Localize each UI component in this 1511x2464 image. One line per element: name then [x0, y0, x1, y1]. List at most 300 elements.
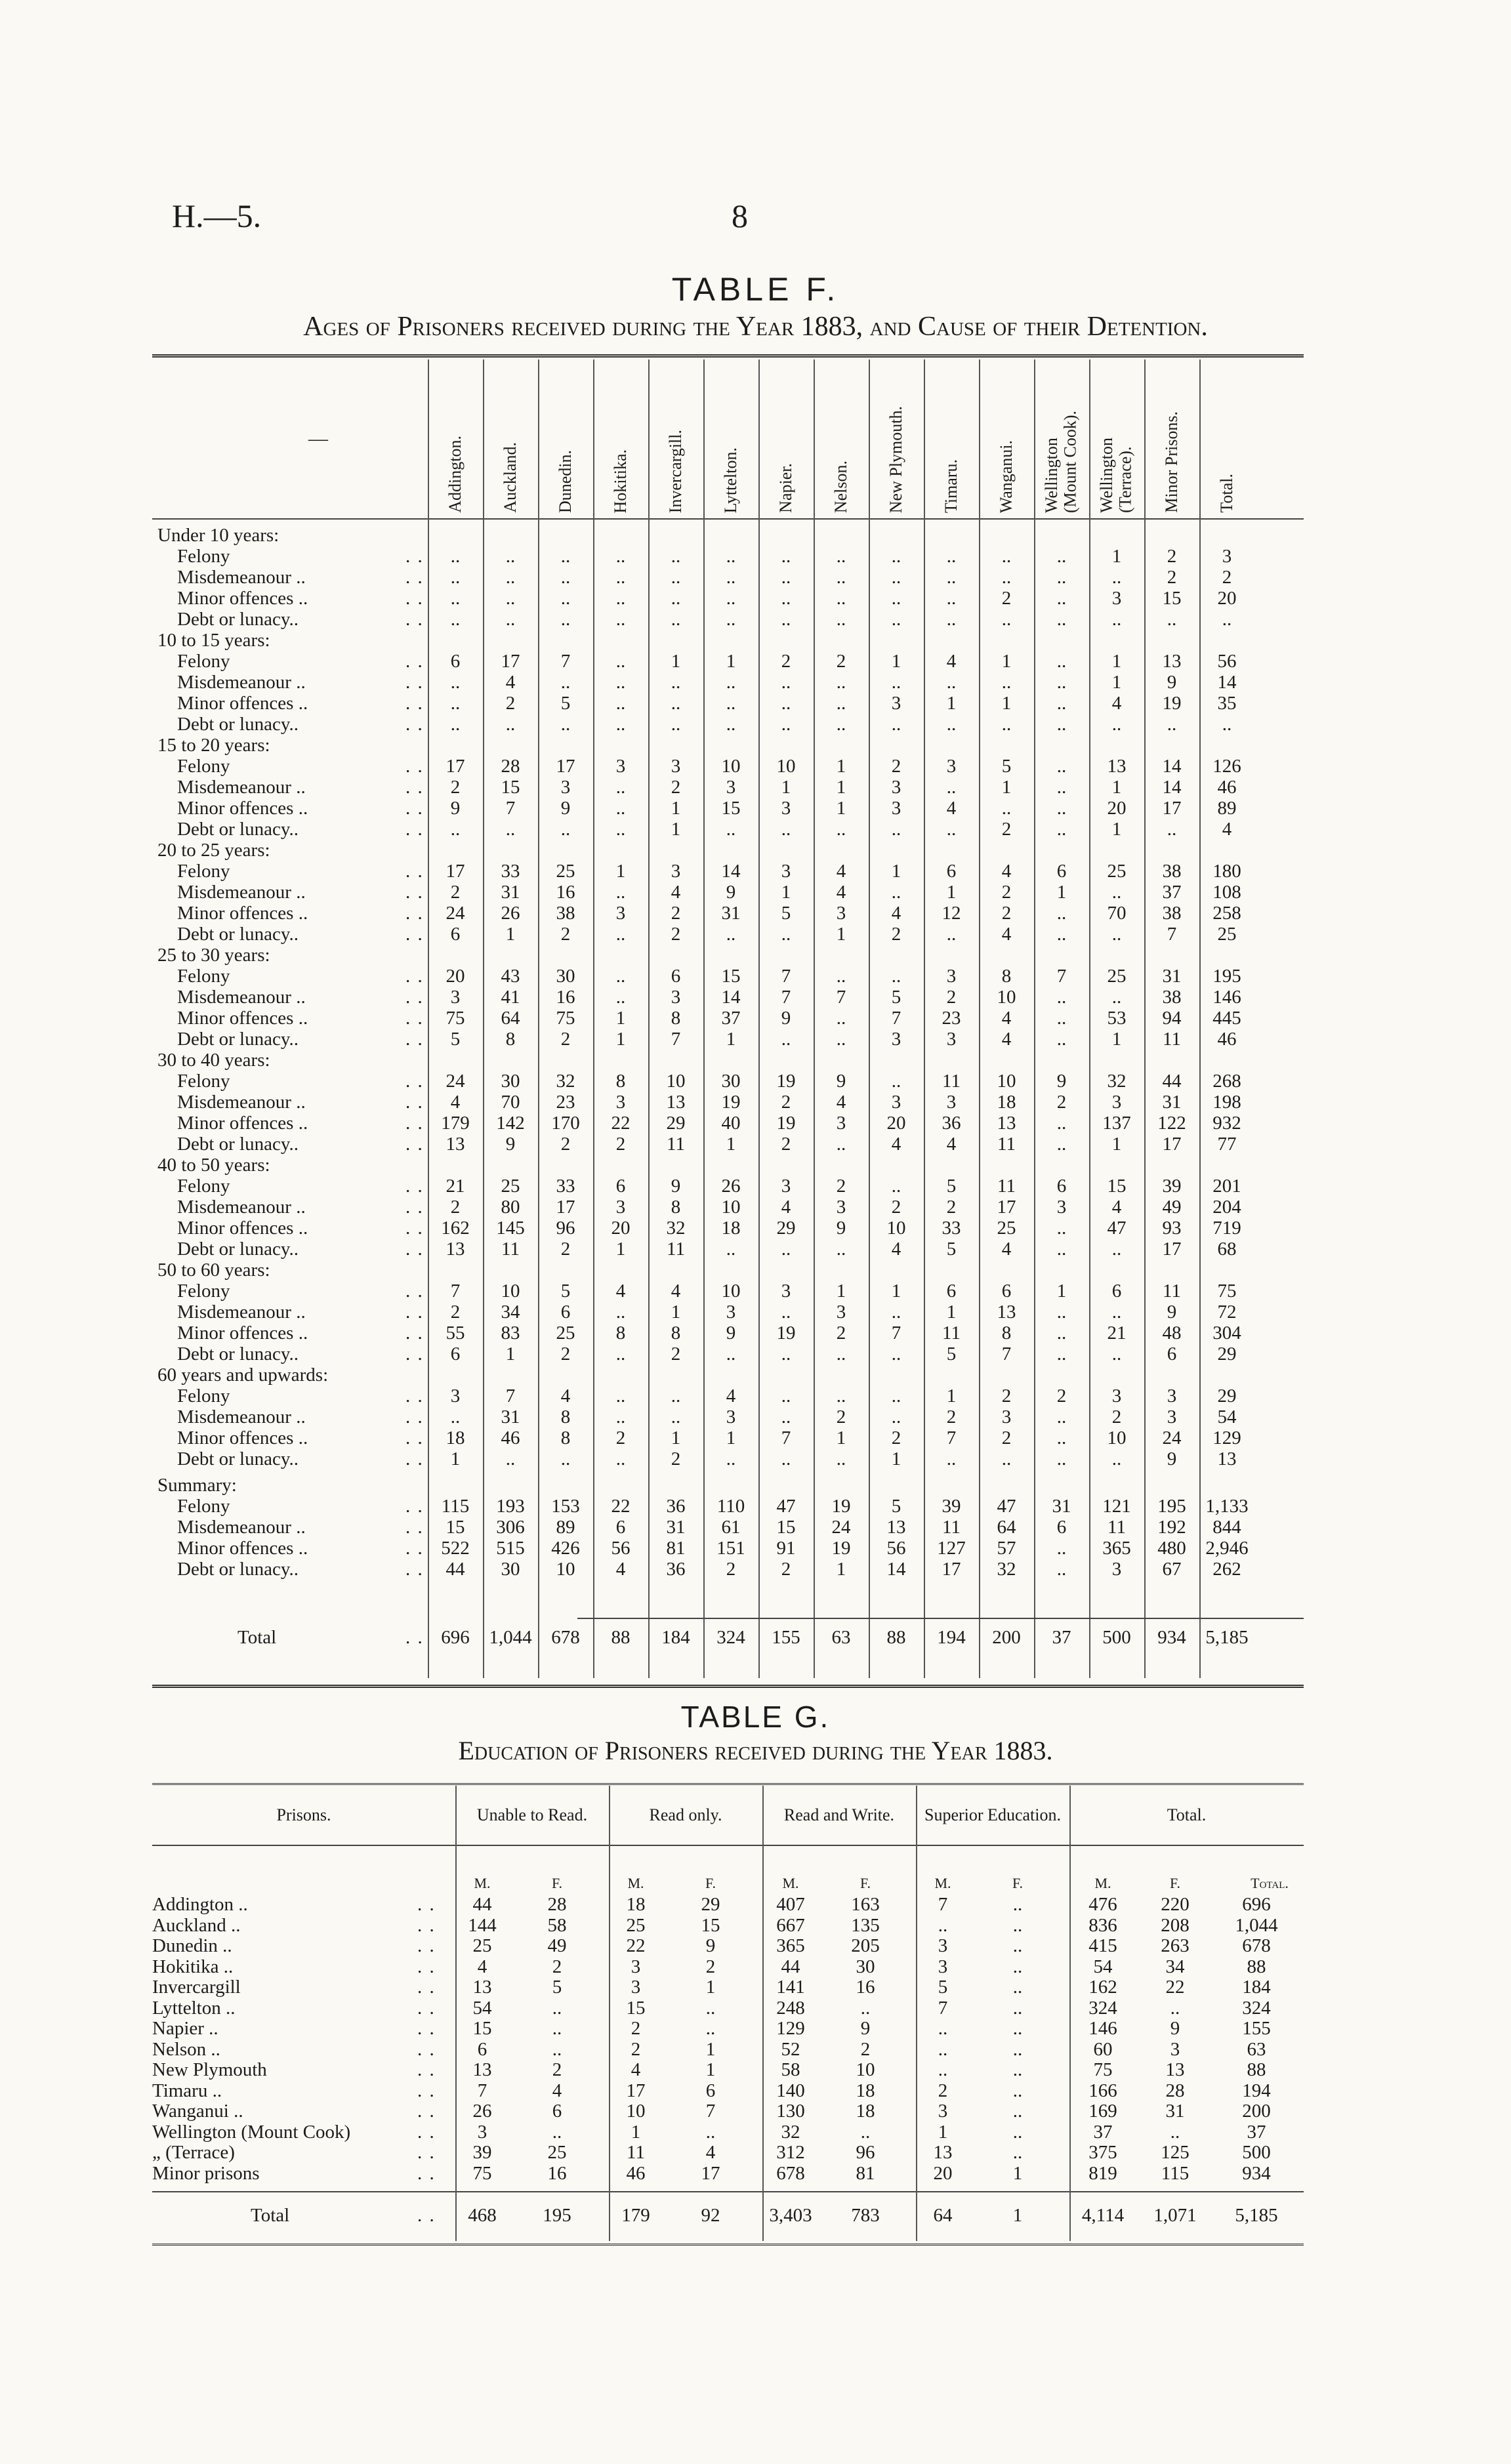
- table-cell: 2: [938, 2080, 948, 2101]
- table-cell: 25: [501, 1176, 520, 1197]
- table-cell: 75: [445, 1008, 465, 1029]
- table-row: [157, 588, 1302, 609]
- row-label: Felony: [177, 966, 230, 987]
- table-cell: 1: [1056, 1281, 1067, 1302]
- table-cell: 38: [1162, 903, 1182, 924]
- table-cell: ..: [891, 1176, 901, 1197]
- column-header: [1089, 361, 1144, 513]
- table-cell: ..: [836, 609, 846, 630]
- table-cell: 7: [938, 1997, 948, 2019]
- row-dots: . .: [405, 651, 424, 672]
- table-cell: 1: [836, 756, 846, 777]
- table-cell: 30: [721, 1071, 741, 1092]
- column-header: [1144, 361, 1199, 513]
- table-cell: ..: [1056, 1113, 1067, 1134]
- table-cell: 163: [851, 1894, 880, 1915]
- table-cell: 1: [1012, 2162, 1023, 2184]
- table-cell: 204: [1212, 1197, 1241, 1218]
- table-cell: 2: [1222, 567, 1232, 588]
- table-cell: 10: [776, 756, 796, 777]
- table-cell: ..: [615, 882, 626, 903]
- subheader-female: F.: [1170, 1875, 1180, 1891]
- summary-row: [157, 1538, 1302, 1560]
- table-cell: ..: [560, 567, 571, 588]
- table-cell: 2: [1001, 903, 1012, 924]
- table-cell: 17: [445, 861, 465, 882]
- table-cell: 10: [997, 987, 1016, 1008]
- table-cell: ..: [615, 588, 626, 609]
- table-cell: 1: [1056, 882, 1067, 903]
- table-cell: 16: [547, 2162, 567, 2184]
- table-cell: ..: [450, 693, 461, 714]
- table-cell: ..: [836, 672, 846, 693]
- table-row: [152, 2019, 1304, 2039]
- table-cell: 195: [1157, 1496, 1186, 1517]
- table-cell: 33: [942, 1218, 961, 1239]
- table-cell: ..: [450, 672, 461, 693]
- table-cell: 522: [441, 1538, 470, 1559]
- table-cell: ..: [615, 693, 626, 714]
- table-cell: 2: [450, 777, 461, 798]
- row-dots: . .: [417, 2080, 436, 2101]
- table-cell: 1: [946, 1386, 957, 1407]
- column-header-text: Invercargill.: [665, 429, 685, 513]
- table-cell: 7: [505, 1386, 516, 1407]
- table-cell: 17: [1162, 798, 1182, 819]
- row-label: 60 years and upwards:: [157, 1365, 329, 1386]
- row-label: Felony: [177, 1176, 230, 1197]
- table-cell: 37: [1052, 1627, 1071, 1648]
- table-g-head-total: Total.: [1167, 1805, 1207, 1824]
- table-cell: 8: [671, 1008, 681, 1029]
- table-cell: ..: [1012, 1935, 1023, 1956]
- table-cell: 32: [556, 1071, 575, 1092]
- table-cell: ..: [1001, 672, 1012, 693]
- table-cell: ..: [946, 1448, 957, 1469]
- row-label: Debt or lunacy..: [177, 1239, 299, 1260]
- table-cell: ..: [938, 2059, 948, 2080]
- table-cell: 3: [1111, 588, 1122, 609]
- table-cell: 2: [1001, 588, 1012, 609]
- table-row: [157, 693, 1302, 714]
- table-cell: 9: [705, 1935, 716, 1956]
- table-cell: ..: [726, 819, 736, 840]
- table-f-subtitle: Ages of Prisoners received during the Year 1883, and Cause of their Detention.: [303, 312, 1208, 342]
- table-cell: 500: [1242, 2142, 1271, 2163]
- table-cell: 1: [726, 1427, 736, 1448]
- table-cell: 25: [472, 1935, 492, 1956]
- row-dots: . .: [405, 1407, 424, 1427]
- row-label: Misdemeanour ..: [177, 777, 306, 798]
- row-label: Misdemeanour ..: [177, 672, 306, 693]
- row-dots: . .: [405, 609, 424, 630]
- table-cell: ..: [615, 798, 626, 819]
- table-row: [152, 2143, 1304, 2163]
- table-cell: 162: [1088, 1977, 1117, 1998]
- table-cell: 13: [445, 1134, 465, 1155]
- table-cell: 25: [997, 1218, 1016, 1239]
- table-cell: 16: [856, 1977, 875, 1998]
- table-cell: 2: [781, 651, 791, 672]
- table-row: [152, 2101, 1304, 2122]
- summary-row: [157, 1496, 1302, 1518]
- table-cell: ..: [891, 588, 901, 609]
- table-cell: 22: [1165, 1977, 1185, 1998]
- table-cell: 48: [1162, 1323, 1182, 1344]
- row-label: Felony: [177, 756, 230, 777]
- table-cell: 2: [1167, 546, 1177, 567]
- table-cell: 8: [505, 1029, 516, 1050]
- table-cell: 2,946: [1205, 1538, 1249, 1559]
- table-cell: 6: [1001, 1281, 1012, 1302]
- table-cell: ..: [860, 1997, 871, 2019]
- table-cell: 1: [671, 1302, 681, 1323]
- subheader-female: F.: [552, 1875, 562, 1891]
- table-cell: 4: [450, 1092, 461, 1113]
- table-cell: 15: [1107, 1176, 1127, 1197]
- table-cell: 3: [631, 1977, 641, 1998]
- table-cell: 61: [721, 1517, 741, 1538]
- table-cell: 4: [631, 2059, 641, 2080]
- table-cell: 719: [1212, 1218, 1241, 1239]
- table-cell: 44: [781, 1956, 800, 1977]
- table-cell: 11: [942, 1071, 961, 1092]
- table-cell: ..: [1056, 714, 1067, 735]
- row-label: Minor offences ..: [177, 1427, 308, 1448]
- table-cell: 36: [942, 1113, 961, 1134]
- table-g-rule-top: [152, 1783, 1304, 1785]
- table-cell: 2: [891, 1197, 901, 1218]
- row-label: 30 to 40 years:: [157, 1050, 270, 1071]
- table-cell: ..: [726, 609, 736, 630]
- table-row: [157, 1197, 1302, 1218]
- table-cell: 3: [1170, 2038, 1180, 2060]
- table-cell: 365: [776, 1935, 805, 1956]
- column-header: [814, 361, 869, 513]
- table-cell: 1: [1111, 546, 1122, 567]
- table-row: [157, 861, 1302, 882]
- table-cell: 4: [836, 1092, 846, 1113]
- table-cell: ..: [1111, 714, 1122, 735]
- table-cell: ..: [1056, 819, 1067, 840]
- table-cell: ..: [671, 546, 681, 567]
- table-cell: 678: [776, 2162, 805, 2184]
- table-row: [152, 1977, 1304, 1998]
- table-cell: 5: [1001, 756, 1012, 777]
- table-cell: 145: [496, 1218, 525, 1239]
- table-cell: 5: [946, 1344, 957, 1365]
- table-cell: 3: [836, 903, 846, 924]
- table-cell: ..: [450, 588, 461, 609]
- row-dots: . .: [405, 777, 424, 798]
- table-cell: 1: [1111, 651, 1122, 672]
- table-cell: 263: [1161, 1935, 1190, 1956]
- table-cell: 29: [666, 1113, 686, 1134]
- row-dots: . .: [405, 1029, 424, 1050]
- total-row: [157, 1627, 1302, 1648]
- table-cell: 11: [1163, 1029, 1181, 1050]
- table-cell: ..: [946, 546, 957, 567]
- column-header: [1199, 361, 1254, 513]
- table-cell: ..: [836, 546, 846, 567]
- table-cell: 1: [946, 1302, 957, 1323]
- row-dots: . .: [417, 1956, 436, 1977]
- table-cell: 1: [705, 1977, 716, 1998]
- age-group-row: [157, 1155, 1302, 1176]
- table-cell: 13: [1165, 2059, 1185, 2080]
- table-cell: 37: [1162, 882, 1182, 903]
- table-cell: 15: [776, 1517, 796, 1538]
- table-cell: 6: [615, 1517, 626, 1538]
- table-cell: ..: [946, 567, 957, 588]
- table-cell: 7: [781, 966, 791, 987]
- table-cell: 415: [1088, 1935, 1117, 1956]
- table-cell: 38: [1162, 861, 1182, 882]
- table-cell: 375: [1088, 2142, 1117, 2163]
- table-cell: ..: [505, 609, 516, 630]
- table-cell: 4: [477, 1956, 487, 1977]
- row-label: Felony: [177, 546, 230, 567]
- table-row: [152, 2164, 1304, 2184]
- table-cell: ..: [505, 546, 516, 567]
- row-label: 15 to 20 years:: [157, 735, 270, 756]
- table-cell: 46: [501, 1427, 520, 1448]
- table-cell: ..: [781, 1029, 791, 1050]
- table-cell: 2: [560, 1134, 571, 1155]
- table-cell: ..: [891, 1302, 901, 1323]
- table-cell: 8: [1001, 1323, 1012, 1344]
- table-cell: 36: [666, 1559, 686, 1580]
- table-cell: ..: [450, 1407, 461, 1427]
- table-cell: 2: [836, 1407, 846, 1427]
- table-row: [157, 777, 1302, 798]
- age-group-row: [157, 1260, 1302, 1281]
- table-cell: 5: [946, 1239, 957, 1260]
- table-row: [157, 924, 1302, 945]
- table-row: [157, 672, 1302, 693]
- table-cell: 3: [560, 777, 571, 798]
- table-cell: 500: [1102, 1627, 1131, 1648]
- row-label: Debt or lunacy..: [177, 1448, 299, 1469]
- row-label: Misdemeanour ..: [177, 1197, 306, 1218]
- table-cell: 20: [933, 2162, 953, 2184]
- table-row: [157, 651, 1302, 672]
- table-g-subtitle: Education of Prisoners received during the Year 1883.: [458, 1736, 1053, 1765]
- table-cell: 17: [501, 651, 520, 672]
- table-cell: 7: [891, 1008, 901, 1029]
- table-cell: 9: [860, 2018, 871, 2039]
- table-cell: 34: [501, 1302, 520, 1323]
- table-f-label-dash: —: [308, 428, 328, 449]
- table-cell: 19: [776, 1113, 796, 1134]
- table-cell: 5,185: [1205, 1627, 1249, 1648]
- table-g-rule-head: [152, 1845, 1304, 1846]
- column-header: [924, 361, 979, 513]
- column-header: [869, 361, 924, 513]
- row-dots: . .: [405, 1448, 424, 1469]
- table-cell: ..: [1170, 1997, 1180, 2019]
- row-dots: . .: [405, 693, 424, 714]
- table-cell: ..: [1056, 546, 1067, 567]
- table-cell: 1: [1111, 1134, 1122, 1155]
- table-cell: 11: [667, 1134, 685, 1155]
- table-cell: 3: [946, 966, 957, 987]
- table-cell: ..: [671, 609, 681, 630]
- table-cell: ..: [946, 714, 957, 735]
- row-dots: . .: [417, 2205, 436, 2226]
- table-cell: 3: [836, 1113, 846, 1134]
- table-cell: ..: [891, 672, 901, 693]
- table-cell: 30: [501, 1559, 520, 1580]
- table-cell: 54: [1217, 1407, 1237, 1427]
- table-cell: ..: [671, 693, 681, 714]
- table-cell: 3: [726, 1302, 736, 1323]
- table-cell: 7: [1167, 924, 1177, 945]
- table-cell: 9: [1170, 2018, 1180, 2039]
- table-cell: 83: [501, 1323, 520, 1344]
- table-cell: 88: [886, 1627, 906, 1648]
- table-cell: 80: [501, 1197, 520, 1218]
- row-dots: . .: [417, 2038, 436, 2060]
- table-cell: 89: [556, 1517, 575, 1538]
- table-cell: ..: [946, 672, 957, 693]
- table-row: [157, 1281, 1302, 1302]
- table-cell: 44: [1162, 1071, 1182, 1092]
- table-cell: 8: [615, 1323, 626, 1344]
- table-cell: ..: [671, 567, 681, 588]
- table-cell: 36: [666, 1496, 686, 1517]
- table-cell: 9: [836, 1218, 846, 1239]
- table-cell: 21: [445, 1176, 465, 1197]
- table-cell: 1: [1111, 672, 1122, 693]
- table-cell: 16: [556, 882, 575, 903]
- table-g-head-read-only: Read only.: [649, 1805, 722, 1824]
- table-cell: 67: [1162, 1559, 1182, 1580]
- row-dots: . .: [417, 1935, 436, 1956]
- table-cell: 3: [671, 861, 681, 882]
- table-cell: 4: [1001, 1029, 1012, 1050]
- column-header-text: Napier.: [776, 463, 795, 513]
- table-cell: 4: [560, 1386, 571, 1407]
- table-cell: 1: [836, 1427, 846, 1448]
- table-cell: 4: [615, 1281, 626, 1302]
- table-cell: ..: [726, 567, 736, 588]
- row-dots: . .: [405, 546, 424, 567]
- prison-name: Wellington (Mount Cook): [152, 2121, 351, 2143]
- row-label: Misdemeanour ..: [177, 882, 306, 903]
- table-cell: 180: [1212, 861, 1241, 882]
- table-cell: ..: [552, 2038, 562, 2060]
- table-cell: 39: [1162, 1176, 1182, 1197]
- table-cell: ..: [938, 1914, 948, 1936]
- table-cell: ..: [615, 987, 626, 1008]
- table-cell: 89: [1217, 798, 1237, 819]
- table-cell: ..: [781, 714, 791, 735]
- subheader-total: Total.: [1251, 1875, 1289, 1891]
- table-cell: 10: [886, 1218, 906, 1239]
- column-header: [538, 361, 593, 513]
- row-label: 10 to 15 years:: [157, 630, 270, 651]
- total-label: Total: [251, 2205, 290, 2226]
- table-cell: 2: [946, 987, 957, 1008]
- table-cell: 2: [560, 1029, 571, 1050]
- table-cell: 17: [445, 756, 465, 777]
- row-label: Debt or lunacy..: [177, 819, 299, 840]
- table-cell: 200: [992, 1627, 1021, 1648]
- table-cell: 18: [856, 2080, 875, 2101]
- table-cell: 1: [1001, 651, 1012, 672]
- table-cell: 3: [450, 987, 461, 1008]
- row-dots: . .: [405, 966, 424, 987]
- table-cell: 23: [556, 1092, 575, 1113]
- table-row: [157, 1323, 1302, 1344]
- subheader-female: F.: [705, 1875, 716, 1891]
- table-cell: 146: [1088, 2018, 1117, 2039]
- table-cell: 1: [1111, 777, 1122, 798]
- table-cell: 46: [1217, 1029, 1237, 1050]
- table-row: [157, 1407, 1302, 1427]
- row-label: Misdemeanour ..: [177, 1517, 306, 1538]
- table-cell: 10: [721, 1281, 741, 1302]
- table-cell: 262: [1212, 1559, 1241, 1580]
- table-cell: 44: [445, 1559, 465, 1580]
- row-dots: . .: [405, 1302, 424, 1323]
- row-dots: . .: [405, 1134, 424, 1155]
- page-id: H.—5.: [172, 197, 262, 234]
- table-f-rule-top: [152, 354, 1304, 358]
- table-cell: ..: [891, 1071, 901, 1092]
- table-cell: 1: [615, 1239, 626, 1260]
- table-cell: 2: [552, 1956, 562, 1977]
- table-cell: ..: [726, 1344, 736, 1365]
- table-cell: ..: [726, 924, 736, 945]
- table-cell: 2: [1001, 819, 1012, 840]
- table-cell: 3: [671, 987, 681, 1008]
- table-cell: 8: [615, 1071, 626, 1092]
- table-cell: 94: [1162, 1008, 1182, 1029]
- table-cell: 29: [701, 1894, 720, 1915]
- prison-name: Lyttelton ..: [152, 1997, 236, 2019]
- row-label: 20 to 25 years:: [157, 840, 270, 861]
- table-cell: 11: [997, 1134, 1016, 1155]
- table-cell: ..: [891, 609, 901, 630]
- table-cell: ..: [891, 1386, 901, 1407]
- table-cell: 7: [505, 798, 516, 819]
- table-cell: ..: [1167, 609, 1177, 630]
- table-cell: ..: [1056, 924, 1067, 945]
- prison-name: Hokitika ..: [152, 1956, 234, 1977]
- table-cell: ..: [836, 588, 846, 609]
- table-cell: 32: [666, 1218, 686, 1239]
- table-cell: 31: [721, 903, 741, 924]
- row-dots: . .: [417, 2018, 436, 2039]
- table-row: [157, 1134, 1302, 1155]
- table-cell: ..: [1170, 2121, 1180, 2143]
- table-cell: 47: [1107, 1218, 1127, 1239]
- table-cell: 195: [1212, 966, 1241, 987]
- table-cell: 75: [1093, 2059, 1113, 2080]
- table-cell: 3: [891, 693, 901, 714]
- row-dots: . .: [405, 567, 424, 588]
- table-cell: 37: [721, 1008, 741, 1029]
- table-cell: ..: [1111, 1302, 1122, 1323]
- table-cell: 5,185: [1235, 2205, 1278, 2226]
- table-cell: 37: [1093, 2121, 1113, 2143]
- table-cell: ..: [781, 588, 791, 609]
- table-cell: 2: [891, 1427, 901, 1448]
- table-cell: ..: [1001, 798, 1012, 819]
- row-label: Under 10 years:: [157, 525, 279, 546]
